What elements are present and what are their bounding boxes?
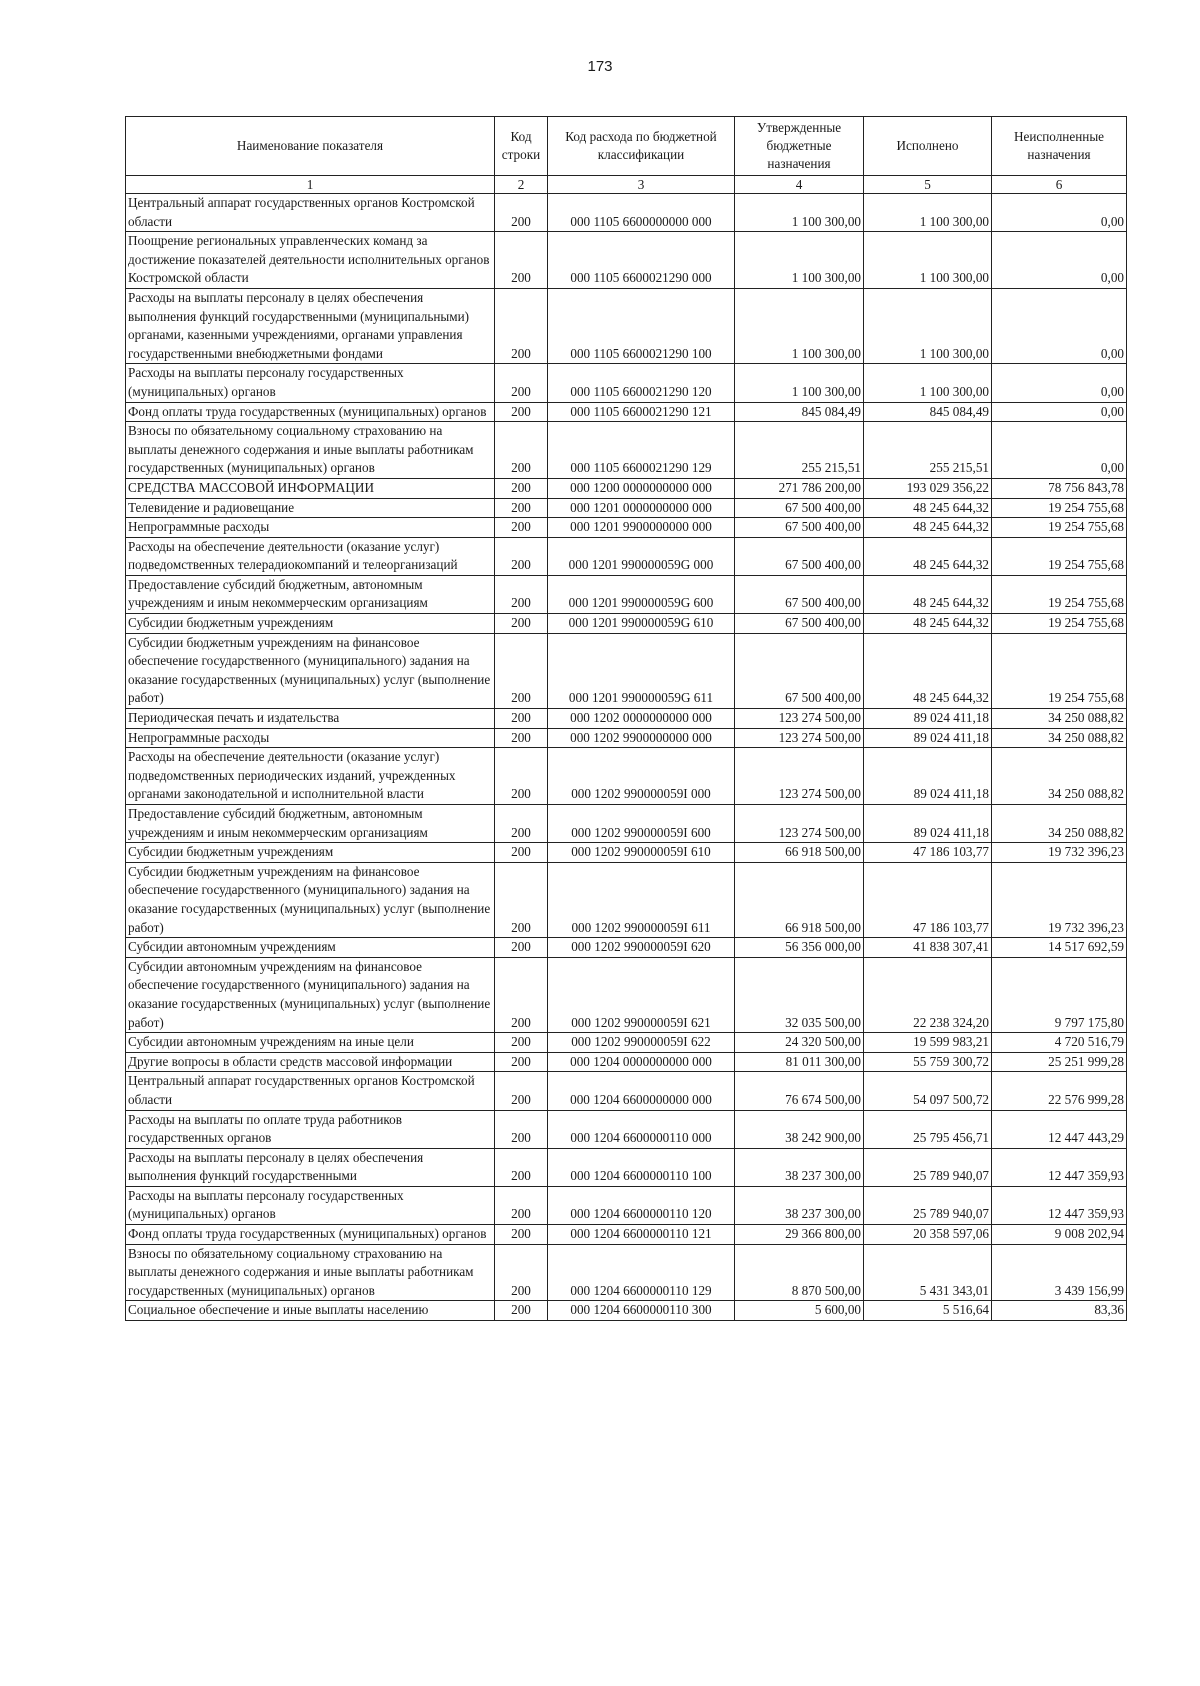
row-name: Субсидии бюджетным учреждениям на финансовое обеспечение государственного (муниципального) задания на оказание государственных (муниципальных) услуг (выполнение работ) (126, 633, 495, 708)
row-budget-code: 000 1201 990000059G 000 (548, 537, 735, 575)
row-unexecuted: 4 720 516,79 (992, 1033, 1127, 1053)
row-budget-code: 000 1105 6600021290 120 (548, 364, 735, 402)
row-budget-code: 000 1201 990000059G 600 (548, 575, 735, 613)
row-unexecuted: 12 447 443,29 (992, 1110, 1127, 1148)
row-executed: 1 100 300,00 (864, 364, 992, 402)
table-row (126, 748, 1127, 805)
row-line-code: 200 (495, 957, 548, 1032)
table-row (126, 478, 1127, 498)
row-name: Телевидение и радиовещание (126, 498, 495, 518)
row-unexecuted: 9 797 175,80 (992, 957, 1127, 1032)
row-approved: 255 215,51 (735, 422, 864, 479)
row-line-code: 200 (495, 537, 548, 575)
row-unexecuted: 0,00 (992, 364, 1127, 402)
header-line-code: Код строки (495, 117, 548, 176)
row-approved: 76 674 500,00 (735, 1072, 864, 1110)
row-line-code: 200 (495, 1186, 548, 1224)
row-name: Предоставление субсидий бюджетным, автономным учреждениям и иным некоммерческим организациям (126, 805, 495, 843)
row-unexecuted: 19 254 755,68 (992, 537, 1127, 575)
row-executed: 5 431 343,01 (864, 1244, 992, 1301)
row-unexecuted: 78 756 843,78 (992, 478, 1127, 498)
row-executed: 48 245 644,32 (864, 518, 992, 538)
row-name: Социальное обеспечение и иные выплаты населению (126, 1301, 495, 1321)
row-name: Расходы на обеспечение деятельности (оказание услуг) подведомственных телерадиокомпаний и телеорганизаций (126, 537, 495, 575)
table-body (126, 194, 1127, 1321)
row-budget-code: 000 1105 6600021290 129 (548, 422, 735, 479)
column-number: 6 (992, 176, 1127, 194)
row-budget-code: 000 1201 990000059G 610 (548, 614, 735, 634)
row-line-code: 200 (495, 1052, 548, 1072)
row-approved: 123 274 500,00 (735, 728, 864, 748)
header-unexecuted: Неисполненные назначения (992, 117, 1127, 176)
row-name: Взносы по обязательному социальному страхованию на выплаты денежного содержания и иные выплаты работникам государственных (муниципальных) органов (126, 1244, 495, 1301)
row-approved: 8 870 500,00 (735, 1244, 864, 1301)
table-row (126, 1052, 1127, 1072)
row-unexecuted: 19 732 396,23 (992, 843, 1127, 863)
row-line-code: 200 (495, 938, 548, 958)
header-approved: Утвержденные бюджетные назначения (735, 117, 864, 176)
row-approved: 32 035 500,00 (735, 957, 864, 1032)
row-name: Субсидии автономным учреждениям на иные цели (126, 1033, 495, 1053)
row-name: Расходы на выплаты персоналу в целях обеспечения выполнения функций государственными (126, 1148, 495, 1186)
row-budget-code: 000 1201 990000059G 611 (548, 633, 735, 708)
row-unexecuted: 19 254 755,68 (992, 498, 1127, 518)
row-unexecuted: 14 517 692,59 (992, 938, 1127, 958)
row-name: Взносы по обязательному социальному страхованию на выплаты денежного содержания и иные выплаты работникам государственных (муниципальных) органов (126, 422, 495, 479)
row-approved: 67 500 400,00 (735, 575, 864, 613)
row-budget-code: 000 1204 6600000000 000 (548, 1072, 735, 1110)
row-name: Расходы на выплаты персоналу государственных (муниципальных) органов (126, 364, 495, 402)
table-row (126, 633, 1127, 708)
row-approved: 67 500 400,00 (735, 518, 864, 538)
row-budget-code: 000 1204 6600000110 129 (548, 1244, 735, 1301)
table-row (126, 1148, 1127, 1186)
row-budget-code: 000 1204 6600000110 120 (548, 1186, 735, 1224)
row-line-code: 200 (495, 728, 548, 748)
row-budget-code: 000 1202 990000059I 611 (548, 862, 735, 937)
row-name: Предоставление субсидий бюджетным, автономным учреждениям и иным некоммерческим организациям (126, 575, 495, 613)
row-line-code: 200 (495, 518, 548, 538)
row-name: Другие вопросы в области средств массовой информации (126, 1052, 495, 1072)
row-executed: 89 024 411,18 (864, 728, 992, 748)
row-name: Центральный аппарат государственных органов Костромской области (126, 1072, 495, 1110)
row-name: Непрограммные расходы (126, 518, 495, 538)
row-executed: 5 516,64 (864, 1301, 992, 1321)
row-budget-code: 000 1200 0000000000 000 (548, 478, 735, 498)
row-line-code: 200 (495, 232, 548, 289)
table-row (126, 709, 1127, 729)
table-row (126, 1186, 1127, 1224)
row-executed: 25 795 456,71 (864, 1110, 992, 1148)
row-approved: 67 500 400,00 (735, 537, 864, 575)
table-row (126, 805, 1127, 843)
table-row (126, 1301, 1127, 1321)
table-row (126, 728, 1127, 748)
row-line-code: 200 (495, 364, 548, 402)
row-budget-code: 000 1204 6600000110 100 (548, 1148, 735, 1186)
table-row (126, 518, 1127, 538)
row-executed: 89 024 411,18 (864, 709, 992, 729)
row-executed: 1 100 300,00 (864, 194, 992, 232)
row-name: Субсидии автономным учреждениям (126, 938, 495, 958)
row-budget-code: 000 1202 990000059I 600 (548, 805, 735, 843)
table-row (126, 194, 1127, 232)
table-row (126, 938, 1127, 958)
row-budget-code: 000 1202 990000059I 622 (548, 1033, 735, 1053)
row-line-code: 200 (495, 1072, 548, 1110)
row-approved: 81 011 300,00 (735, 1052, 864, 1072)
table-row (126, 1033, 1127, 1053)
page-number: 173 (587, 58, 613, 75)
table-row (126, 232, 1127, 289)
row-line-code: 200 (495, 633, 548, 708)
row-name: Субсидии бюджетным учреждениям (126, 614, 495, 634)
row-line-code: 200 (495, 709, 548, 729)
row-approved: 29 366 800,00 (735, 1225, 864, 1245)
row-executed: 41 838 307,41 (864, 938, 992, 958)
row-name: СРЕДСТВА МАССОВОЙ ИНФОРМАЦИИ (126, 478, 495, 498)
row-executed: 25 789 940,07 (864, 1148, 992, 1186)
row-approved: 38 237 300,00 (735, 1148, 864, 1186)
row-budget-code: 000 1202 990000059I 000 (548, 748, 735, 805)
row-line-code: 200 (495, 1033, 548, 1053)
row-executed: 20 358 597,06 (864, 1225, 992, 1245)
row-unexecuted: 19 254 755,68 (992, 518, 1127, 538)
table-header-row (126, 117, 1127, 176)
row-unexecuted: 0,00 (992, 232, 1127, 289)
column-number: 3 (548, 176, 735, 194)
row-executed: 22 238 324,20 (864, 957, 992, 1032)
row-unexecuted: 0,00 (992, 402, 1127, 422)
header-executed: Исполнено (864, 117, 992, 176)
row-approved: 123 274 500,00 (735, 709, 864, 729)
row-approved: 38 237 300,00 (735, 1186, 864, 1224)
row-executed: 1 100 300,00 (864, 232, 992, 289)
table-row (126, 1110, 1127, 1148)
row-approved: 271 786 200,00 (735, 478, 864, 498)
row-approved: 67 500 400,00 (735, 633, 864, 708)
row-executed: 55 759 300,72 (864, 1052, 992, 1072)
row-approved: 845 084,49 (735, 402, 864, 422)
row-name: Центральный аппарат государственных органов Костромской области (126, 194, 495, 232)
row-approved: 1 100 300,00 (735, 364, 864, 402)
row-executed: 48 245 644,32 (864, 633, 992, 708)
row-approved: 66 918 500,00 (735, 843, 864, 863)
row-name: Субсидии бюджетным учреждениям на финансовое обеспечение государственного (муниципального) задания на оказание государственных (муниципальных) услуг (выполнение работ) (126, 862, 495, 937)
column-number-row (126, 176, 1127, 194)
row-approved: 67 500 400,00 (735, 498, 864, 518)
table-row (126, 1225, 1127, 1245)
row-unexecuted: 19 254 755,68 (992, 614, 1127, 634)
row-line-code: 200 (495, 498, 548, 518)
row-unexecuted: 19 732 396,23 (992, 862, 1127, 937)
row-budget-code: 000 1202 9900000000 000 (548, 728, 735, 748)
row-name: Непрограммные расходы (126, 728, 495, 748)
row-line-code: 200 (495, 1244, 548, 1301)
row-budget-code: 000 1105 6600021290 121 (548, 402, 735, 422)
row-approved: 67 500 400,00 (735, 614, 864, 634)
row-unexecuted: 0,00 (992, 288, 1127, 363)
row-approved: 66 918 500,00 (735, 862, 864, 937)
row-approved: 1 100 300,00 (735, 194, 864, 232)
row-executed: 19 599 983,21 (864, 1033, 992, 1053)
row-unexecuted: 22 576 999,28 (992, 1072, 1127, 1110)
row-name: Субсидии автономным учреждениям на финансовое обеспечение государственного (муниципального) задания на оказание государственных (муниципальных) услуг (выполнение работ) (126, 957, 495, 1032)
row-unexecuted: 83,36 (992, 1301, 1127, 1321)
row-line-code: 200 (495, 575, 548, 613)
row-approved: 56 356 000,00 (735, 938, 864, 958)
row-name: Расходы на выплаты персоналу государственных (муниципальных) органов (126, 1186, 495, 1224)
row-name: Периодическая печать и издательства (126, 709, 495, 729)
row-line-code: 200 (495, 614, 548, 634)
row-unexecuted: 34 250 088,82 (992, 805, 1127, 843)
row-executed: 48 245 644,32 (864, 614, 992, 634)
table-row (126, 1072, 1127, 1110)
row-unexecuted: 9 008 202,94 (992, 1225, 1127, 1245)
row-line-code: 200 (495, 1225, 548, 1245)
row-budget-code: 000 1202 990000059I 620 (548, 938, 735, 958)
row-executed: 48 245 644,32 (864, 498, 992, 518)
table-row (126, 288, 1127, 363)
row-executed: 1 100 300,00 (864, 288, 992, 363)
row-name: Расходы на выплаты персоналу в целях обеспечения выполнения функций государственными (муниципальными) органами, казенными учреждениями, органами управления государственными внебюджетными фондами (126, 288, 495, 363)
row-executed: 89 024 411,18 (864, 748, 992, 805)
table-row (126, 498, 1127, 518)
row-executed: 47 186 103,77 (864, 862, 992, 937)
row-budget-code: 000 1204 6600000110 121 (548, 1225, 735, 1245)
table-row (126, 614, 1127, 634)
row-unexecuted: 19 254 755,68 (992, 575, 1127, 613)
row-budget-code: 000 1105 6600021290 100 (548, 288, 735, 363)
table-row (126, 364, 1127, 402)
budget-execution-table (125, 116, 1127, 1321)
table-row (126, 402, 1127, 422)
row-unexecuted: 0,00 (992, 422, 1127, 479)
row-approved: 38 242 900,00 (735, 1110, 864, 1148)
row-executed: 47 186 103,77 (864, 843, 992, 863)
row-line-code: 200 (495, 478, 548, 498)
row-unexecuted: 25 251 999,28 (992, 1052, 1127, 1072)
row-line-code: 200 (495, 402, 548, 422)
row-budget-code: 000 1202 990000059I 610 (548, 843, 735, 863)
table-row (126, 422, 1127, 479)
table-row (126, 843, 1127, 863)
row-line-code: 200 (495, 194, 548, 232)
row-budget-code: 000 1204 6600000110 300 (548, 1301, 735, 1321)
row-line-code: 200 (495, 805, 548, 843)
table-row (126, 862, 1127, 937)
row-line-code: 200 (495, 422, 548, 479)
row-approved: 123 274 500,00 (735, 748, 864, 805)
row-unexecuted: 34 250 088,82 (992, 748, 1127, 805)
row-name: Расходы на выплаты по оплате труда работников государственных органов (126, 1110, 495, 1148)
row-executed: 193 029 356,22 (864, 478, 992, 498)
row-executed: 48 245 644,32 (864, 575, 992, 613)
row-budget-code: 000 1204 0000000000 000 (548, 1052, 735, 1072)
row-unexecuted: 12 447 359,93 (992, 1148, 1127, 1186)
table-row (126, 1244, 1127, 1301)
row-budget-code: 000 1202 0000000000 000 (548, 709, 735, 729)
row-name: Субсидии бюджетным учреждениям (126, 843, 495, 863)
header-name: Наименование показателя (126, 117, 495, 176)
row-executed: 255 215,51 (864, 422, 992, 479)
row-line-code: 200 (495, 1148, 548, 1186)
row-approved: 24 320 500,00 (735, 1033, 864, 1053)
row-unexecuted: 34 250 088,82 (992, 709, 1127, 729)
row-budget-code: 000 1105 6600021290 000 (548, 232, 735, 289)
header-budget-code: Код расхода по бюджетной классификации (548, 117, 735, 176)
row-budget-code: 000 1202 990000059I 621 (548, 957, 735, 1032)
row-approved: 123 274 500,00 (735, 805, 864, 843)
row-name: Поощрение региональных управленческих команд за достижение показателей деятельности исполнительных органов Костромской области (126, 232, 495, 289)
row-name: Фонд оплаты труда государственных (муниципальных) органов (126, 402, 495, 422)
row-budget-code: 000 1201 9900000000 000 (548, 518, 735, 538)
row-executed: 48 245 644,32 (864, 537, 992, 575)
row-budget-code: 000 1201 0000000000 000 (548, 498, 735, 518)
row-budget-code: 000 1105 6600000000 000 (548, 194, 735, 232)
row-unexecuted: 12 447 359,93 (992, 1186, 1127, 1224)
row-line-code: 200 (495, 1301, 548, 1321)
table-row (126, 575, 1127, 613)
row-name: Расходы на обеспечение деятельности (оказание услуг) подведомственных периодических изданий, учрежденных органами законодательной и исполнительной власти (126, 748, 495, 805)
row-line-code: 200 (495, 1110, 548, 1148)
row-executed: 845 084,49 (864, 402, 992, 422)
row-executed: 89 024 411,18 (864, 805, 992, 843)
row-budget-code: 000 1204 6600000110 000 (548, 1110, 735, 1148)
row-line-code: 200 (495, 748, 548, 805)
column-number: 2 (495, 176, 548, 194)
row-unexecuted: 19 254 755,68 (992, 633, 1127, 708)
column-number: 4 (735, 176, 864, 194)
row-line-code: 200 (495, 843, 548, 863)
row-unexecuted: 0,00 (992, 194, 1127, 232)
row-line-code: 200 (495, 862, 548, 937)
column-number: 5 (864, 176, 992, 194)
table-row (126, 957, 1127, 1032)
row-approved: 5 600,00 (735, 1301, 864, 1321)
row-line-code: 200 (495, 288, 548, 363)
row-unexecuted: 3 439 156,99 (992, 1244, 1127, 1301)
row-executed: 25 789 940,07 (864, 1186, 992, 1224)
column-number: 1 (126, 176, 495, 194)
row-approved: 1 100 300,00 (735, 288, 864, 363)
row-approved: 1 100 300,00 (735, 232, 864, 289)
row-unexecuted: 34 250 088,82 (992, 728, 1127, 748)
table-row (126, 537, 1127, 575)
row-executed: 54 097 500,72 (864, 1072, 992, 1110)
row-name: Фонд оплаты труда государственных (муниципальных) органов (126, 1225, 495, 1245)
